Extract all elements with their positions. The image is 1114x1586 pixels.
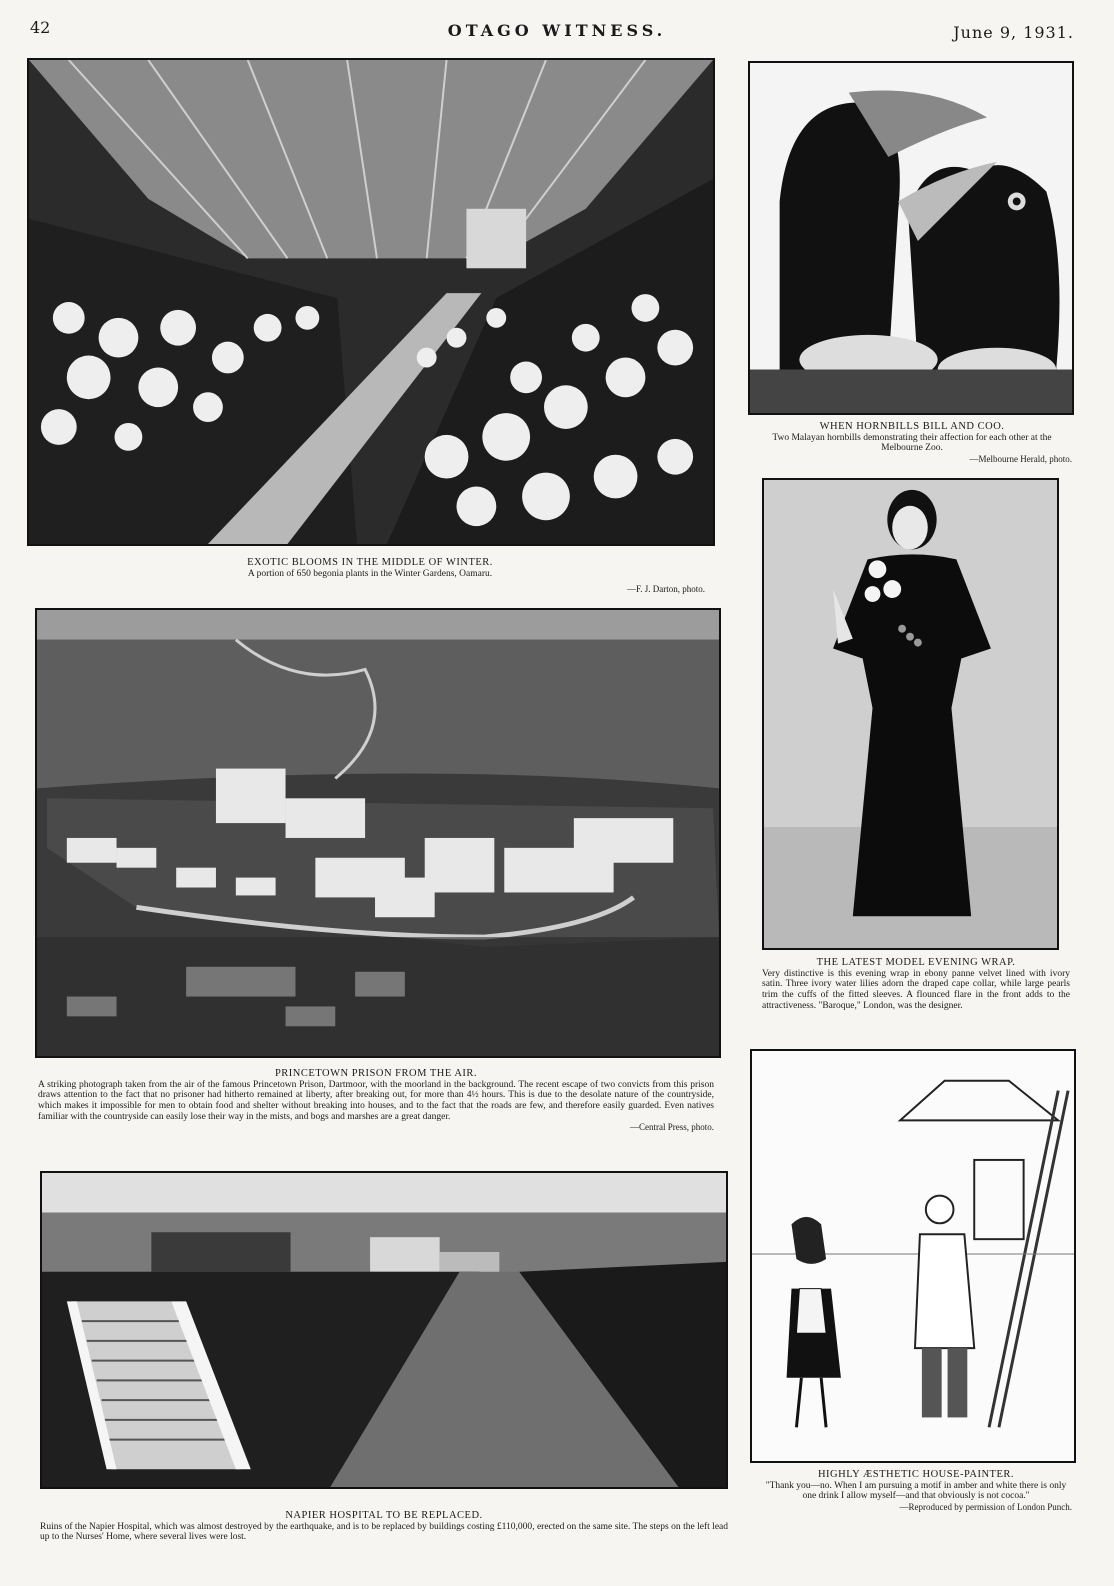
photo-evening-wrap [762, 478, 1059, 950]
caption-prison-body: A striking photograph taken from the air of the famous Princetown Prison, Dartmoor, with the moorland in the background. The recent escape of two convicts from this prison draws attention to the fact that no prisoner had hitherto remained at liberty, after breaking out, for more than 4½ hours. This is due to the desolate nature of the countryside, which makes it impossible for men to obtain food and shelter without breaking into houses, and to the fact that the roads are few, and therefore easily guarded. Even natives familiar with the countryside can easily lose their way in the mists, and bogs and marshes are a great danger. [38, 1079, 714, 1122]
caption-blooms-credit-box [500, 584, 705, 594]
caption-painter-credit: —Reproduced by permission of London Punch. [899, 1502, 1072, 1512]
cartoon-house-painter [750, 1049, 1076, 1463]
caption-painter [760, 1469, 1072, 1512]
caption-hospital-title: NAPIER HOSPITAL TO BE REPLACED. [285, 1510, 483, 1521]
photo-hornbills [748, 61, 1074, 415]
caption-wrap-title: THE LATEST MODEL EVENING WRAP. [816, 957, 1016, 968]
caption-hornbills-title: WHEN HORNBILLS BILL AND COO. [819, 421, 1005, 432]
caption-prison-credit: —Central Press, photo. [630, 1122, 714, 1133]
caption-prison [38, 1068, 714, 1132]
caption-blooms-title: EXOTIC BLOOMS IN THE MIDDLE OF WINTER. [247, 557, 493, 568]
issue-date: June 9, 1931. [953, 23, 1074, 42]
caption-blooms [170, 557, 570, 579]
caption-blooms-body: A portion of 650 begonia plants in the Winter Gardens, Oamaru. [247, 568, 493, 579]
photo-winter-gardens-begonias [27, 58, 715, 546]
caption-wrap-body: Very distinctive is this evening wrap in ebony panne velvet lined with ivory satin. Three ivory water lilies adorn the draped cape collar, while large pearls trim the cuffs of the fitted sleeves. A flounced flare in the front adds to the attractiveness. "Baroque," London, was the designer. [762, 968, 1070, 1011]
masthead: OTAGO WITNESS. [447, 21, 667, 40]
page-number: 42 [30, 18, 51, 37]
photo-princetown-prison [35, 608, 721, 1058]
caption-prison-title: PRINCETOWN PRISON FROM THE AIR. [274, 1068, 478, 1079]
caption-painter-body: "Thank you—no. When I am pursuing a motif in amber and white there is only one drink I allow myself—and that obviously is not cocoa." [765, 1480, 1067, 1502]
caption-blooms-credit: —F. J. Darton, photo. [626, 584, 705, 594]
photo-napier-hospital [40, 1171, 728, 1489]
caption-hospital-body: Ruins of the Napier Hospital, which was almost destroyed by the earthquake, and is to be replaced by buildings costing £110,000, erected on the same site. The steps on the left lead up to the Nurses' Home, where several lives were lost. [40, 1521, 728, 1543]
caption-painter-title: HIGHLY ÆSTHETIC HOUSE-PAINTER. [817, 1469, 1015, 1480]
caption-hornbills-body: Two Malayan hornbills demonstrating their affection for each other at the Melbourne Zoo. [772, 432, 1052, 454]
caption-hospital [40, 1510, 728, 1543]
caption-hornbills-credit: —Melbourne Herald, photo. [969, 454, 1072, 464]
caption-hornbills [752, 421, 1072, 464]
caption-wrap [762, 957, 1070, 1011]
